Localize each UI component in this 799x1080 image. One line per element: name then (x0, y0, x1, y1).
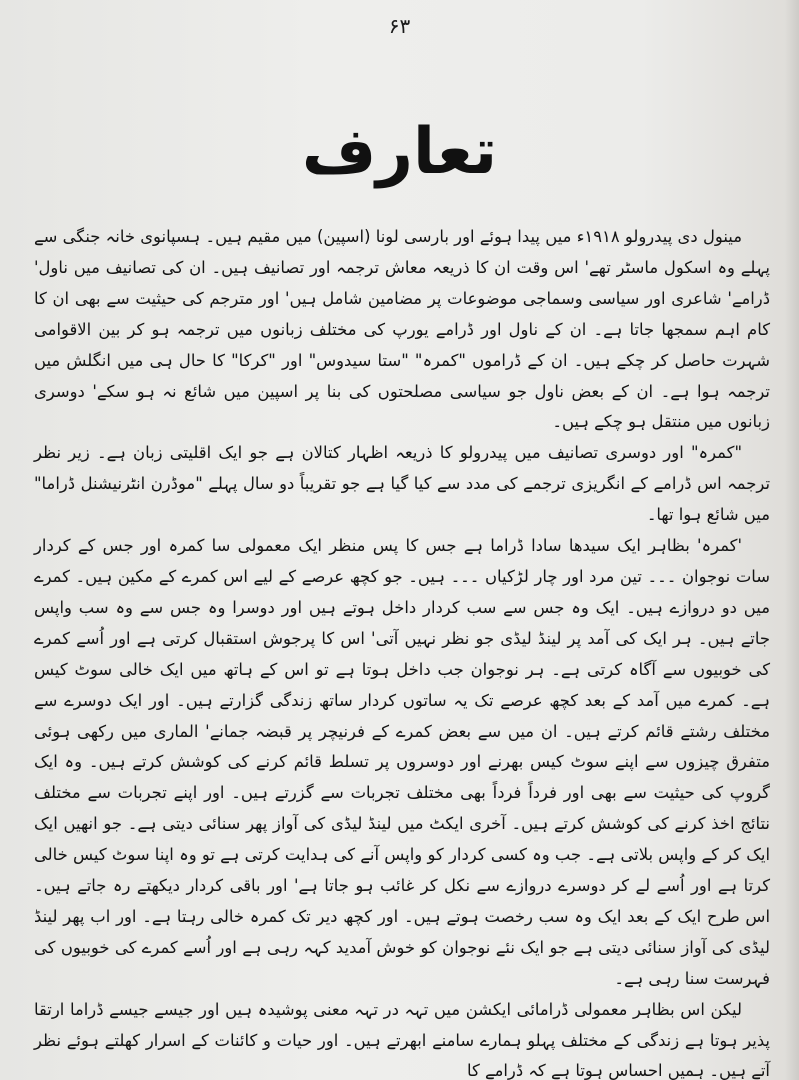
paragraph: مینول دی پیدرولو ۱۹۱۸ء میں پیدا ہوئے اور بارسی لونا (اسپین) میں مقیم ہیں۔ ہسپانوی خانہ جنگی سے پہلے وہ اسکول ماسٹر تھے' اس وقت ان کا ذریعہ معاش ترجمہ اور تصانیف ہیں۔ ان کی تصانیف میں ناول' ڈرامے' شاعری اور سیاسی وسماجی موضوعات پر مضامین شامل ہیں' اور مترجم کی حیثیت سے بھی ان کا کام اہم سمجھا جاتا ہے۔ ان کے ناول اور ڈرامے یورپ کی مختلف زبانوں میں ترجمہ ہو کر بین الاقوامی شہرت حاصل کر چکے ہیں۔ ان کے ڈراموں "کمرہ" "ستا سیدوس" اور "کرکا" کا حال ہی میں انگلش میں ترجمہ ہوا ہے۔ ان کے بعض ناول جو سیاسی مصلحتوں کی بنا پر اسپین میں شائع نہ ہو سکے' دوسری زبانوں میں منتقل ہو چکے ہیں۔ (34, 227, 770, 432)
paragraph: "کمرہ" اور دوسری تصانیف میں پیدرولو کا ذریعہ اظہار کتالان ہے جو ایک اقلیتی زبان ہے۔ زیر نظر ترجمہ اس ڈرامے کے انگریزی ترجمے کی مدد سے کیا گیا ہے جو تقریباً دو سال پہلے "موڈرن انٹرنیشنل ڈراما" میں شائع ہوا تھا۔ (34, 443, 770, 525)
paragraph: 'کمرہ' بظاہر ایک سیدھا سادا ڈراما ہے جس کا پس منظر ایک معمولی سا کمرہ اور جس کے کردار سات نوجوان ۔۔۔ تین مرد اور چار لڑکیاں ۔۔۔ ہیں۔ جو کچھ عرصے کے لیے اس کمرے کے مکین ہیں۔ کمرے میں دو دروازے ہیں۔ ایک وہ جس سے سب کردار داخل ہوتے ہیں اور دوسرا وہ جس سے وہ سب واپس جاتے ہیں۔ ہر ایک کی آمد پر لینڈ لیڈی جو نظر نہیں آتی' اس کا پرجوش استقبال کرتی ہے اور اُسے کمرے کی خوبیوں سے آگاہ کرتی ہے۔ ہر نوجوان جب داخل ہوتا ہے تو اس کے ہاتھ میں ایک خالی سوٹ کیس ہے۔ کمرے میں آمد کے بعد کچھ عرصے تک یہ ساتوں کردار ساتھ زندگی گزارتے ہیں۔ اور ایک دوسرے سے مختلف رشتے قائم کرتے ہیں۔ ان میں سے بعض کمرے کے فرنیچر پر قبضہ جمانے' الماری میں رکھی ہوئی متفرق چیزوں سے اپنے سوٹ کیس بھرنے اور دوسروں پر تسلط قائم کرنے کی کوشش کرتے ہیں۔ وہ ایک گروپ کی حیثیت سے بھی اور فرداً فرداً بھی مختلف تجربات سے گزرتے ہیں۔ اور اپنے تجربات سے مختلف نتائج اخذ کرنے کی کوشش کرتے ہیں۔ آخری ایکٹ میں لینڈ لیڈی کی آواز پھر سنائی دیتی ہے۔ جو انھیں ایک ایک کر کے واپس بلاتی ہے۔ جب وہ کسی کردار کو واپس آنے کی ہدایت کرتی ہے تو وہ اپنا سوٹ کیس خالی کرتا ہے اور اُسے لے کر دوسرے دروازے سے نکل کر غائب ہو جاتا ہے' اور باقی کردار دیکھتے رہ جاتے ہیں۔ اس طرح ایک کے بعد ایک وہ سب رخصت ہوتے ہیں۔ اور کچھ دیر تک کمرہ خالی رہتا ہے۔ اور اب پھر لینڈ لیڈی کی آواز سنائی دیتی ہے جو ایک نئے نوجوان کو خوش آمدید کہہ رہی ہے اور اُسے کمرے کی خوبیوں کی فہرست سنا رہی ہے۔ (34, 536, 770, 988)
page-title: تعارف (301, 115, 498, 189)
paragraph: لیکن اس بظاہر معمولی ڈرامائی ایکشن میں تہہ در تہہ معنی پوشیدہ ہیں اور جیسے جیسے ڈراما ارتقا پذیر ہوتا ہے زندگی کے مختلف پہلو ہمارے سامنے ابھرتے ہیں۔ اور حیات و کائنات کے اسرار کھلتے ہوئے نظر آتے ہیں۔ ہمیں احساس ہوتا ہے کہ ڈرامے کا (34, 999, 770, 1080)
page-edge-shadow (785, 0, 799, 1080)
page-number: ۶۳ (388, 14, 411, 38)
body-text (34, 222, 770, 1080)
